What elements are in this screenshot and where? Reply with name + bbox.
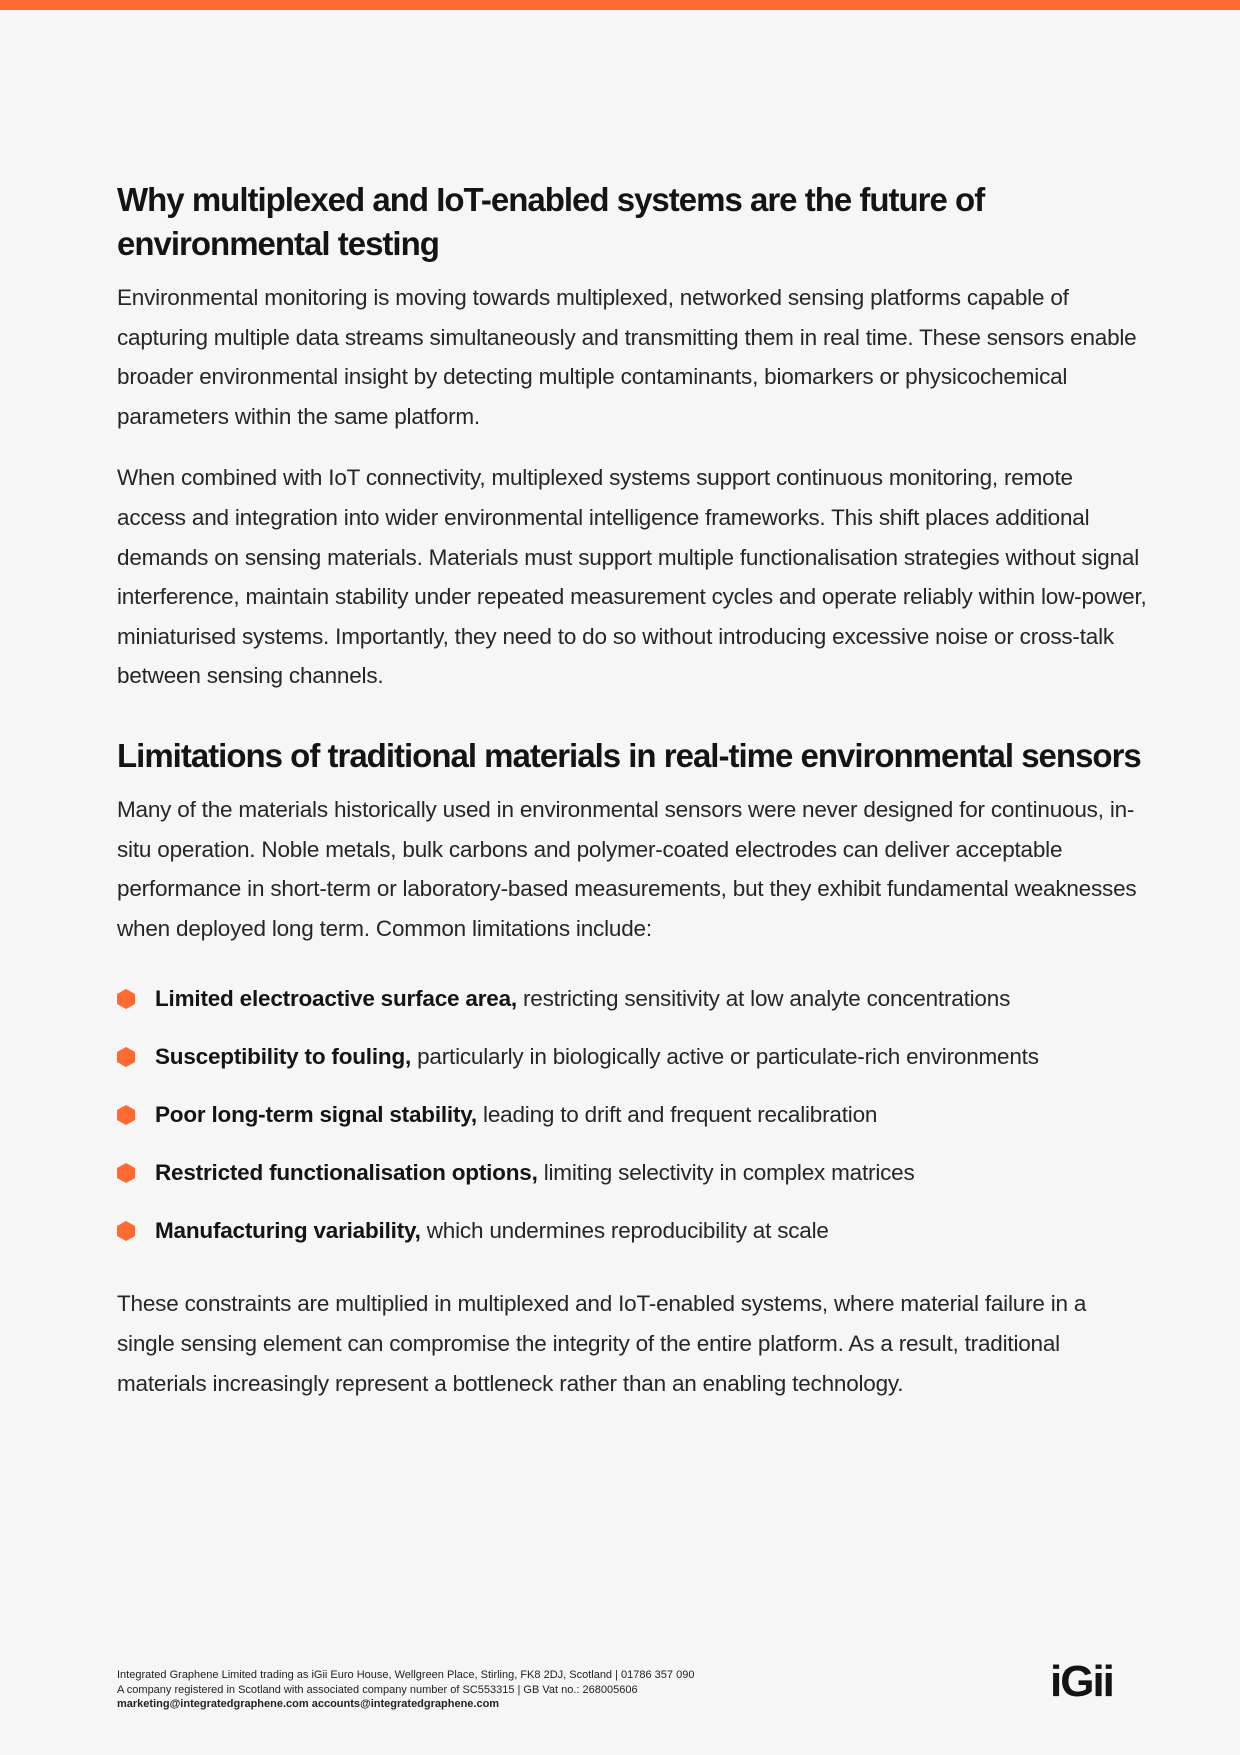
limitations-list [117,984,1147,1246]
list-item-lead: Susceptibility to fouling, [155,1044,412,1070]
list-item [117,1042,1147,1072]
footer-registration: A company registered in Scotland with associated company number of SC553315 | GB Vat no.: 268005606 [117,1683,638,1696]
hexagon-bullet-icon [117,989,135,1009]
list-item-text: leading to drift and frequent recalibration [476,1102,878,1128]
logo-text-suffix: ii [1092,1657,1113,1706]
hexagon-bullet-icon [117,1221,135,1241]
section-heading-limitations: Limitations of traditional materials in real-time environmental sensors [117,736,1141,774]
footer-emails: marketing@integratedgraphene.com accounts@integratedgraphene.com [117,1698,500,1710]
list-item-lead: Restricted functionalisation options, [155,1160,538,1186]
list-item-lead: Manufacturing variability, [155,1218,421,1244]
paragraph: Environmental monitoring is moving towards multiplexed, networked sensing platforms capable of capturing multiple data streams simultaneously and transmitting them in real time. These sensors enable broader environmental insight by detecting multiple contaminants, biomarkers or physicochemical parameters within the same platform. [117,285,1137,429]
igii-logo [1050,1657,1113,1706]
hexagon-bullet-icon [117,1105,135,1125]
footer [117,1668,694,1712]
hexagon-bullet-icon [117,1163,135,1183]
paragraph: These constraints are multiplied in multiplexed and IoT-enabled systems, where material failure in a single sensing element can compromise the integrity of the entire platform. As a result, traditional materials increasingly represent a bottleneck rather than an enabling technology. [117,1291,1087,1396]
list-item [117,1100,1147,1130]
list-item-text: particularly in biologically active or particulate-rich environments [411,1044,1039,1070]
list-item-lead: Limited electroactive surface area, [155,986,517,1012]
list-item [117,1216,1147,1246]
hexagon-bullet-icon [117,1047,135,1067]
list-item-text: which undermines reproducibility at scale [420,1218,829,1244]
list-item [117,1158,1147,1188]
section-heading-future-testing: Why multiplexed and IoT-enabled systems are the future of environmental testing [117,181,985,262]
paragraph: When combined with IoT connectivity, multiplexed systems support continuous monitoring, remote access and integration into wider environmental intelligence frameworks. This shift places additional demands on sensing materials. Materials must support multiple functionalisation strategies without signal interference, maintain stability under repeated measurement cycles and operate reliably within low-power, miniaturised systems. Importantly, they need to do so without introducing excessive noise or cross-talk between sensing channels. [117,465,1147,689]
paragraph: Many of the materials historically used in environmental sensors were never designed for continuous, in-situ operation. Noble metals, bulk carbons and polymer-coated electrodes can deliver acceptable performance in short-term or laboratory-based measurements, but they exhibit fundamental weaknesses when deployed long term. Common limitations include: [117,796,1137,941]
logo-text-prefix: iG [1050,1657,1093,1706]
main-content [117,178,1147,1425]
footer-address: Integrated Graphene Limited trading as iGii Euro House, Wellgreen Place, Stirling, FK8 2DJ, Scotland | 01786 357 090 [117,1669,695,1681]
top-accent-bar [0,0,1240,10]
list-item-text: restricting sensitivity at low analyte concentrations [516,986,1011,1012]
list-item-text: limiting selectivity in complex matrices [537,1160,915,1186]
list-item-lead: Poor long-term signal stability, [155,1102,477,1128]
list-item [117,984,1147,1014]
